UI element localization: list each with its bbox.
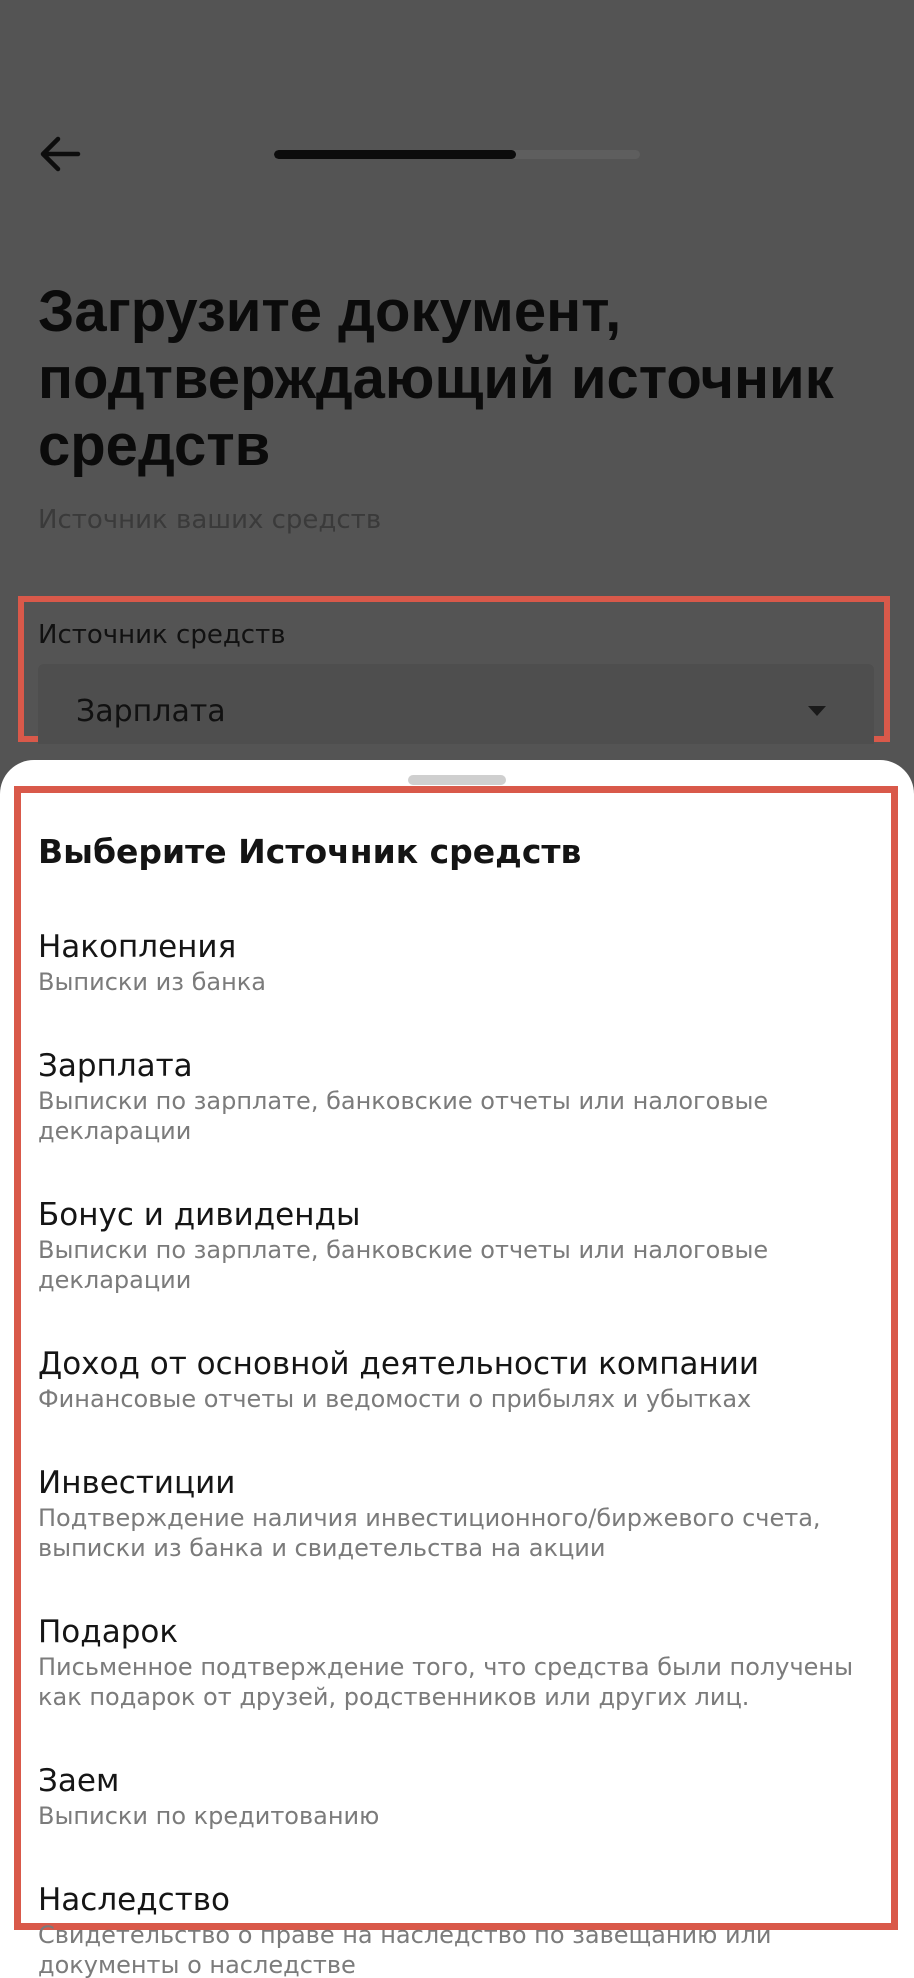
page-title: Загрузите документ, подтверждающий источник средств bbox=[38, 279, 834, 478]
sheet-title: Выберите Источник средств bbox=[38, 832, 582, 871]
option-description: Подтверждение наличия инвестиционного/биржевого счета, выписки из банка и свидетельства на акции bbox=[38, 1504, 821, 1562]
option-description: Выписки по кредитованию bbox=[38, 1802, 380, 1830]
option-title: Наследство bbox=[38, 1882, 231, 1918]
option-bonus-dividends[interactable] bbox=[38, 1195, 868, 1295]
option-description: Финансовые отчеты и ведомости о прибылях и убытках bbox=[38, 1385, 752, 1413]
option-description: Выписки из банка bbox=[38, 968, 267, 996]
progress-fill bbox=[274, 150, 516, 159]
option-description: Выписки по зарплате, банковские отчеты или налоговые декларации bbox=[38, 1236, 769, 1294]
option-savings[interactable] bbox=[38, 927, 868, 997]
progress-bar bbox=[274, 150, 640, 159]
page-subtitle: Источник ваших средств bbox=[38, 505, 382, 535]
option-title: Заем bbox=[38, 1763, 120, 1799]
option-gift[interactable] bbox=[38, 1612, 868, 1712]
option-inheritance[interactable] bbox=[38, 1880, 868, 1978]
option-business-income[interactable] bbox=[38, 1344, 868, 1414]
option-title: Инвестиции bbox=[38, 1465, 236, 1501]
option-title: Подарок bbox=[38, 1614, 179, 1650]
bottom-sheet bbox=[0, 760, 914, 1978]
option-title: Доход от основной деятельности компании bbox=[38, 1346, 760, 1382]
caret-down-icon bbox=[808, 706, 826, 716]
option-description: Письменное подтверждение того, что средства были получены как подарок от друзей, родственников или других лиц. bbox=[38, 1653, 854, 1711]
option-description: Выписки по зарплате, банковские отчеты или налоговые декларации bbox=[38, 1087, 769, 1145]
option-title: Бонус и дивиденды bbox=[38, 1197, 361, 1233]
option-description: Свидетельство о праве на наследство по завещанию или документы о наследстве bbox=[38, 1921, 772, 1978]
option-title: Зарплата bbox=[38, 1048, 193, 1084]
source-field-label: Источник средств bbox=[38, 620, 286, 650]
source-select-value: Зарплата bbox=[76, 694, 226, 729]
option-investments[interactable] bbox=[38, 1463, 868, 1563]
arrow-left-icon bbox=[36, 128, 88, 180]
option-salary[interactable] bbox=[38, 1046, 868, 1146]
back-button[interactable] bbox=[36, 128, 88, 180]
sheet-drag-handle[interactable] bbox=[408, 775, 506, 785]
source-select[interactable] bbox=[38, 664, 874, 744]
option-loan[interactable] bbox=[38, 1761, 868, 1831]
option-title: Накопления bbox=[38, 929, 237, 965]
